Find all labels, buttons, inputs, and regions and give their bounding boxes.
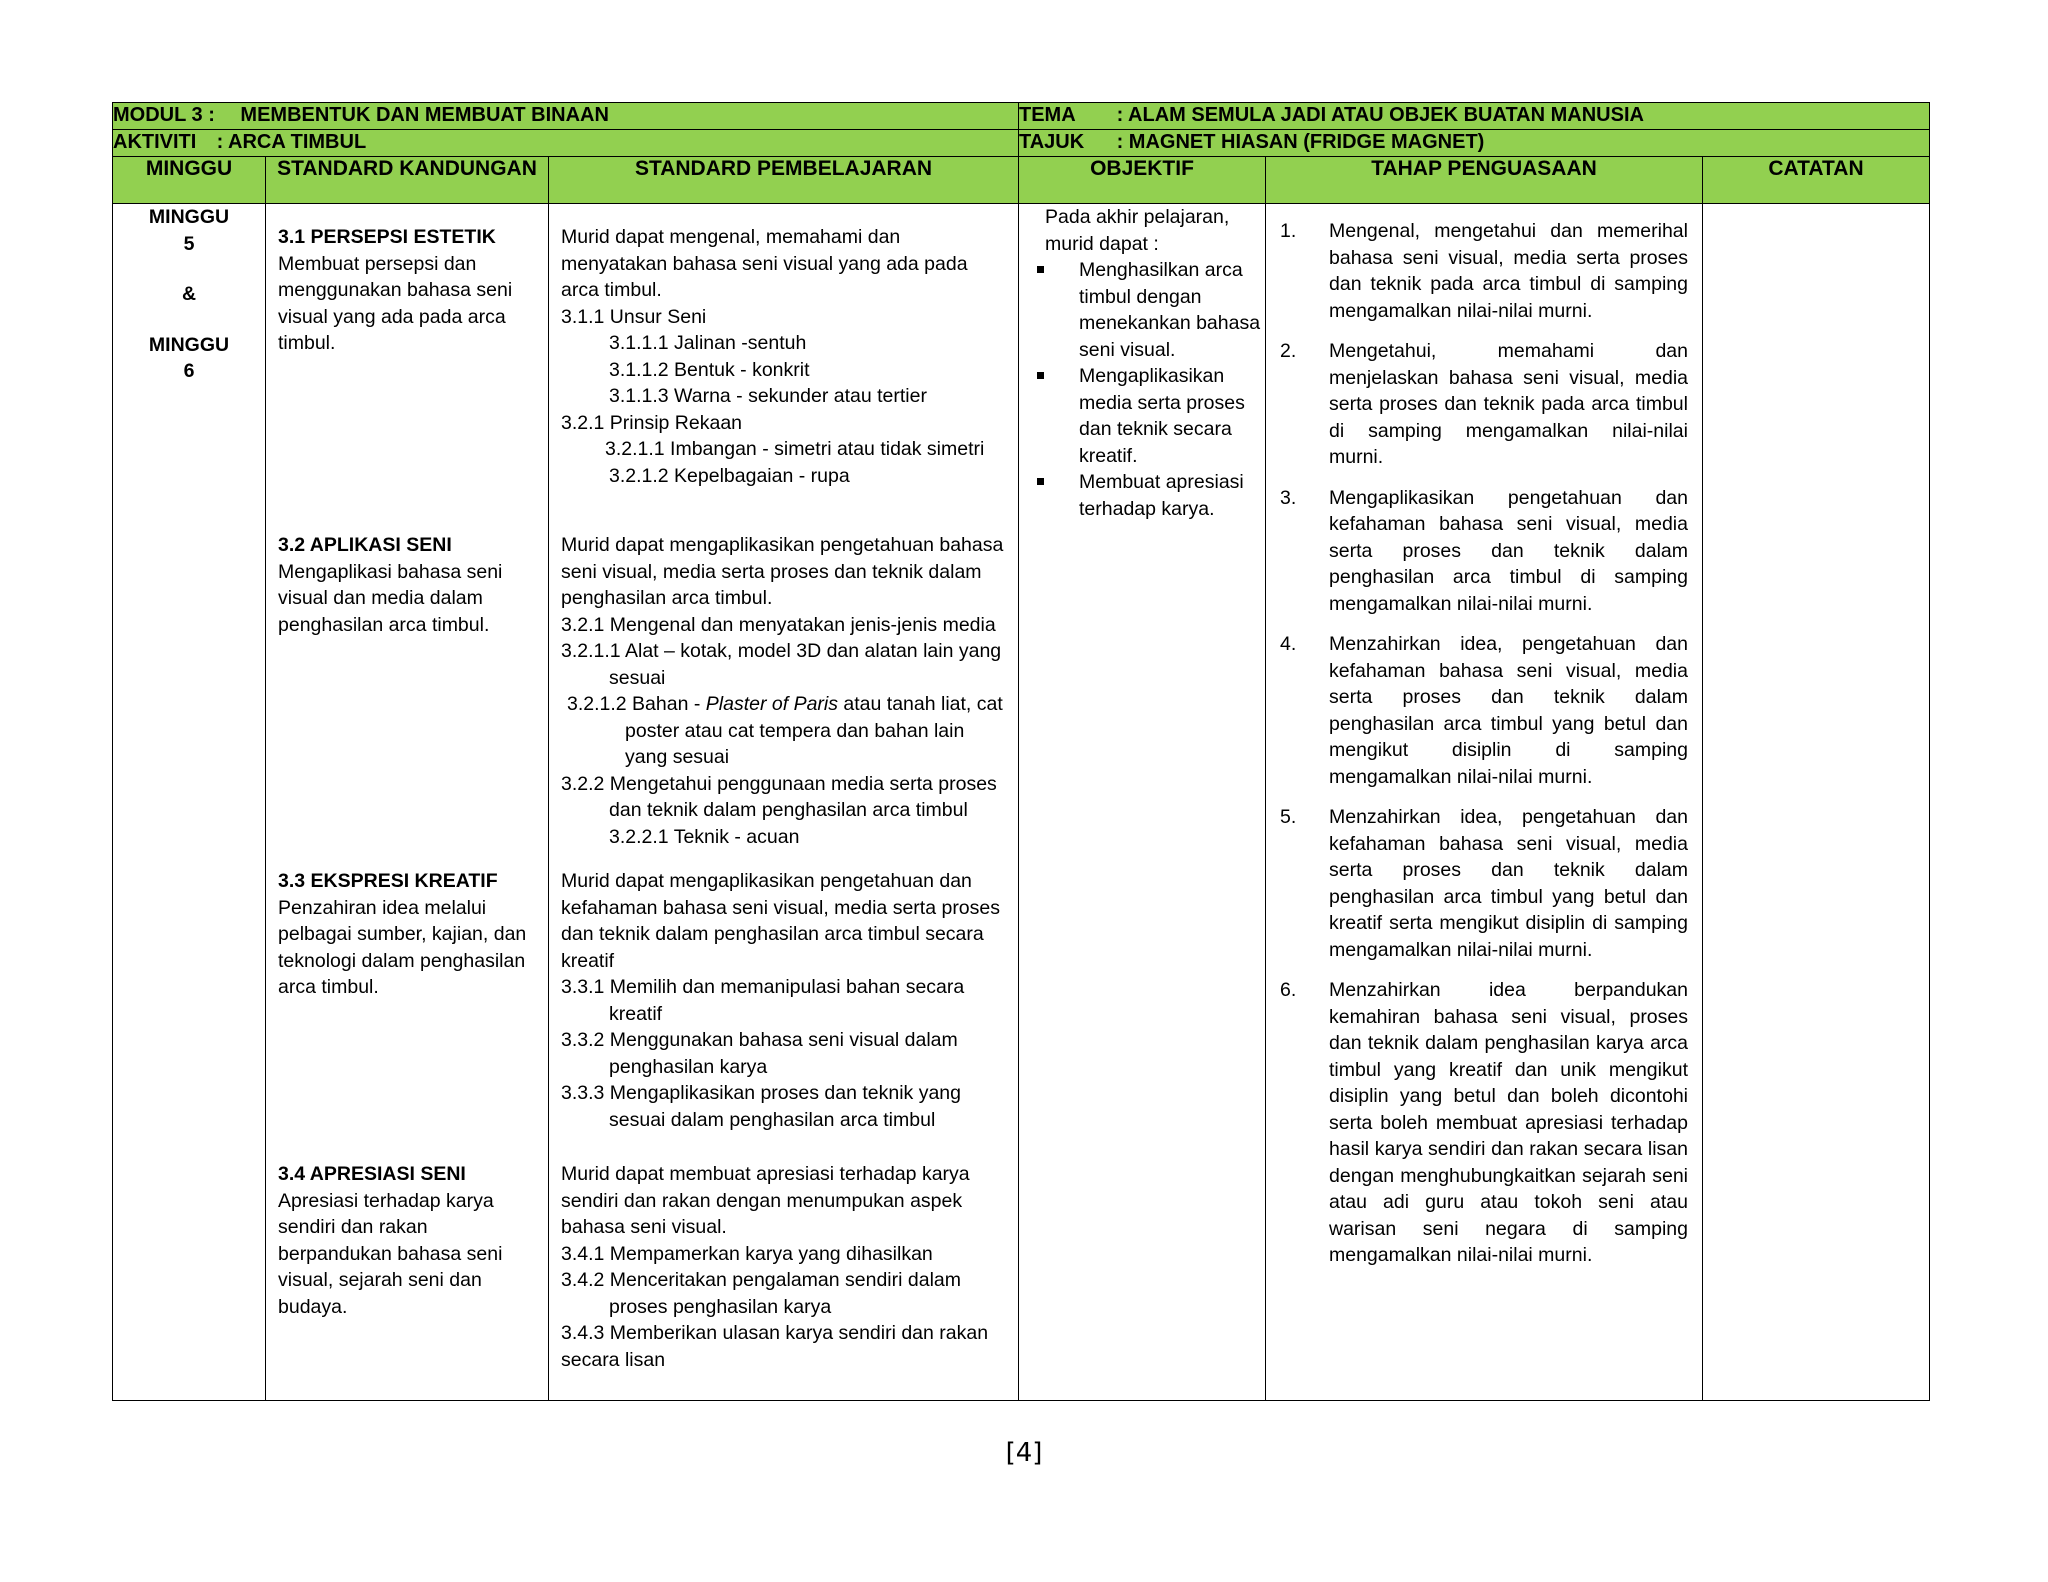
col-minggu: MINGGU — [113, 157, 266, 204]
sp-line: sendiri dan rakan dengan menumpukan aspek — [561, 1189, 963, 1212]
tahap-list — [1266, 204, 1702, 1269]
sk-block-3-4 — [266, 1155, 548, 1320]
minggu-line: MINGGU — [148, 333, 230, 356]
sp-line: penghasilan arca timbul. — [561, 587, 773, 609]
header-row-modul — [113, 103, 1930, 130]
sk-title: 3.2 APLIKASI SENI — [278, 534, 452, 556]
objektif-cell — [1019, 204, 1266, 1401]
sk-line: visual yang ada pada arca — [278, 305, 506, 328]
sp-line: penghasilan karya — [609, 1055, 768, 1078]
sp-line: dan teknik dalam penghasilan arca timbul secara — [561, 923, 984, 945]
sk-line: visual, sejarah seni dan — [278, 1269, 482, 1291]
sk-line: timbul. — [278, 332, 336, 354]
sp-line: sesuai — [609, 666, 666, 689]
sp-line: 3.2.1 Mengenal dan menyatakan jenis-jenis media — [561, 613, 996, 636]
aktiviti-label: AKTIVITI — [113, 131, 197, 153]
tajuk-cell — [1019, 130, 1930, 157]
sp-line: 3.4.1 Mempamerkan karya yang dihasilkan — [561, 1242, 933, 1265]
sp-line: kefahaman bahasa seni visual, media serta proses — [561, 896, 1000, 919]
sp-line: poster atau cat tempera dan bahan lain — [625, 719, 965, 742]
sp-line: 3.1.1.1 Jalinan -sentuh — [609, 332, 807, 354]
tema-value: : ALAM SEMULA JADI ATAU OBJEK BUATAN MANUSIA — [1116, 104, 1644, 126]
sp-line: 3.3.1 Memilih dan memanipulasi bahan secara — [561, 976, 965, 998]
sp-line: 3.2.2 Mengetahui penggunaan media serta proses — [561, 772, 997, 795]
sk-block-3-3 — [266, 862, 548, 1001]
sp-block-3-3 — [549, 862, 1018, 1133]
modul-cell — [113, 103, 1019, 130]
sp-line: 3.2.1.1 Alat – kotak, model 3D dan alatan lain yang — [561, 640, 1002, 662]
objektif-item: Menghasilkan arca timbul dengan menekankan bahasa seni visual. — [1019, 257, 1265, 363]
minggu-number: 5 — [183, 232, 195, 255]
tahap-item: 2. Mengetahui, memahami dan menjelaskan bahasa seni visual, media serta proses dan teknik pada arca timbul di samping mengamalkan nilai-nilai murni. — [1280, 340, 1688, 468]
sp-line: arca timbul. — [561, 279, 662, 301]
sp-block-3-2 — [549, 526, 1018, 850]
sp-block-3-4 — [549, 1155, 1018, 1373]
tahap-item: 5. Menzahirkan idea, pengetahuan dan kefahaman bahasa seni visual, media serta proses dan teknik dalam penghasilan arca timbul yang betul dan kreatif serta mengikut disiplin di samping mengamalkan nilai-nilai murni. — [1280, 806, 1688, 961]
sp-line: 3.1.1.3 Warna - sekunder atau tertier — [609, 385, 927, 407]
sp-line: 3.2.1 Prinsip Rekaan — [561, 411, 743, 434]
objektif-list — [1019, 257, 1265, 522]
minggu-number: 6 — [183, 360, 195, 382]
sp-line: proses penghasilan karya — [609, 1295, 832, 1318]
sp-line: 3.4.3 Memberikan ulasan karya sendiri dan rakan — [561, 1322, 989, 1344]
sp-line: yang sesuai — [625, 746, 730, 768]
sk-line: Mengaplikasi bahasa seni — [278, 560, 503, 583]
sk-line: budaya. — [278, 1295, 348, 1318]
sp-line: 3.2.2.1 Teknik - acuan — [609, 825, 800, 848]
sp-line: Murid dapat mengaplikasikan pengetahuan bahasa — [561, 534, 1004, 556]
modul-value: MEMBENTUK DAN MEMBUAT BINAAN — [240, 104, 609, 126]
sk-block-3-2 — [266, 526, 548, 638]
sk-line: teknologi dalam penghasilan — [278, 949, 526, 972]
aktiviti-cell — [113, 130, 1019, 157]
sp-line: Murid dapat mengaplikasikan pengetahuan dan — [561, 870, 972, 892]
sk-title: 3.3 EKSPRESI KREATIF — [278, 870, 498, 892]
sk-line: penghasilan arca timbul. — [278, 613, 490, 636]
sp-line: kreatif — [561, 949, 615, 972]
sp-line: 3.4.2 Menceritakan pengalaman sendiri dalam — [561, 1269, 961, 1291]
col-catatan: CATATAN — [1703, 157, 1930, 204]
square-bullet-icon — [1037, 372, 1044, 379]
col-standard-kandungan: STANDARD KANDUNGAN — [266, 157, 549, 204]
col-standard-pembelajaran: STANDARD PEMBELAJARAN — [549, 157, 1019, 204]
sp-line: 3.3.3 Mengaplikasikan proses dan teknik yang — [561, 1082, 961, 1104]
sp-line: 3.1.1 Unsur Seni — [561, 305, 707, 328]
sp-block-3-1 — [549, 218, 1018, 489]
sp-line: seni visual, media serta proses dan teknik dalam — [561, 560, 982, 583]
sk-block-3-1 — [266, 218, 548, 357]
objektif-intro: Pada akhir pelajaran, — [1045, 206, 1230, 228]
page-number: [4] — [1005, 1438, 1043, 1468]
objektif-item: Membuat apresiasi terhadap karya. — [1019, 469, 1265, 522]
square-bullet-icon — [1037, 266, 1044, 273]
sp-line: dan teknik dalam penghasilan arca timbul — [609, 799, 968, 821]
minggu-line: MINGGU — [148, 206, 230, 228]
tema-cell — [1019, 103, 1930, 130]
tahap-item: 3. Mengaplikasikan pengetahuan dan kefahaman bahasa seni visual, media serta proses dan teknik dalam penghasilan arca timbul di samping mengamalkan nilai-nilai murni. — [1280, 486, 1688, 615]
sp-line: sesuai dalam penghasilan arca timbul — [609, 1108, 936, 1131]
sk-title: 3.4 APRESIASI SENI — [278, 1163, 466, 1185]
sp-line: 3.1.1.2 Bentuk - konkrit — [609, 358, 810, 381]
sk-line: arca timbul. — [278, 976, 379, 998]
sp-line: 3.2.1.1 Imbangan - simetri atau tidak simetri — [605, 438, 985, 460]
sk-line: berpandukan bahasa seni — [278, 1242, 503, 1265]
content-row — [113, 204, 1930, 1401]
tahap-penguasaan-cell — [1266, 204, 1703, 1401]
sp-line: Murid dapat mengenal, memahami dan — [561, 226, 901, 248]
col-tahap-penguasaan: TAHAP PENGUASAAN — [1266, 157, 1703, 204]
modul-label: MODUL 3 : — [113, 104, 215, 126]
sk-title: 3.1 PERSEPSI ESTETIK — [278, 226, 496, 248]
sp-line: 3.2.1.2 Kepelbagaian - rupa — [609, 464, 850, 487]
standard-kandungan-cell — [266, 204, 549, 1401]
sk-line: sendiri dan rakan — [278, 1216, 428, 1238]
lesson-plan-table — [112, 102, 1930, 1401]
sk-line: menggunakan bahasa seni — [278, 279, 513, 301]
square-bullet-icon — [1037, 478, 1044, 485]
col-objektif: OBJEKTIF — [1019, 157, 1266, 204]
standard-pembelajaran-cell — [549, 204, 1019, 1401]
sp-line: kreatif — [609, 1002, 663, 1025]
sp-line: 3.3.2 Menggunakan bahasa seni visual dalam — [561, 1029, 958, 1051]
tahap-item: 1. Mengenal, mengetahui dan memerihal bahasa seni visual, media serta proses dan teknik pada arca timbul di samping mengamalkan nilai-nilai murni. — [1280, 220, 1688, 322]
sk-line: pelbagai sumber, kajian, dan — [278, 923, 527, 945]
sk-line: Membuat persepsi dan — [278, 252, 477, 275]
minggu-cell — [113, 204, 266, 1401]
aktiviti-value: : ARCA TIMBUL — [216, 131, 367, 153]
sp-line: Murid dapat membuat apresiasi terhadap karya — [561, 1163, 970, 1185]
sk-line: visual dan media dalam — [278, 587, 483, 609]
objektif-item: Mengaplikasikan media serta proses dan teknik secara kreatif. — [1019, 363, 1265, 469]
sp-line: bahasa seni visual. — [561, 1216, 727, 1238]
sk-line: Penzahiran idea melalui — [278, 896, 487, 919]
minggu-ampersand: & — [181, 283, 197, 305]
tahap-item: 4. Menzahirkan idea, pengetahuan dan kefahaman bahasa seni visual, media serta proses dan teknik dalam penghasilan arca timbul yang betul dan mengikut disiplin di samping mengamalkan nilai-nilai murni. — [1280, 633, 1688, 788]
tajuk-label: TAJUK — [1019, 131, 1085, 153]
header-row-aktiviti — [113, 130, 1930, 157]
catatan-cell — [1703, 204, 1930, 1401]
tema-label: TEMA — [1019, 104, 1076, 126]
sp-line: menyatakan bahasa seni visual yang ada pada — [561, 252, 968, 275]
sp-line: secara lisan — [561, 1348, 666, 1371]
sp-line: 3.2.1.2 Bahan - Plaster of Paris atau tanah liat, cat — [567, 693, 1003, 715]
sk-line: Apresiasi terhadap karya — [278, 1189, 494, 1212]
column-header-row — [113, 157, 1930, 204]
tajuk-value: : MAGNET HIASAN (FRIDGE MAGNET) — [1116, 131, 1485, 153]
tahap-item: 6. Menzahirkan idea berpandukan kemahiran bahasa seni visual, proses dan teknik dalam penghasilan karya arca timbul yang kreatif dan unik mengikut disiplin yang betul dan boleh dicontohi serta boleh membuat apresiasi terhadap hasil karya sendiri dan rakan secara lisan dengan menghubungkaitkan sejarah seni atau adi guru atau tokoh seni atau warisan seni negara di samping mengamalkan nilai-nilai murni. — [1280, 979, 1688, 1266]
objektif-intro: murid dapat : — [1045, 232, 1159, 255]
